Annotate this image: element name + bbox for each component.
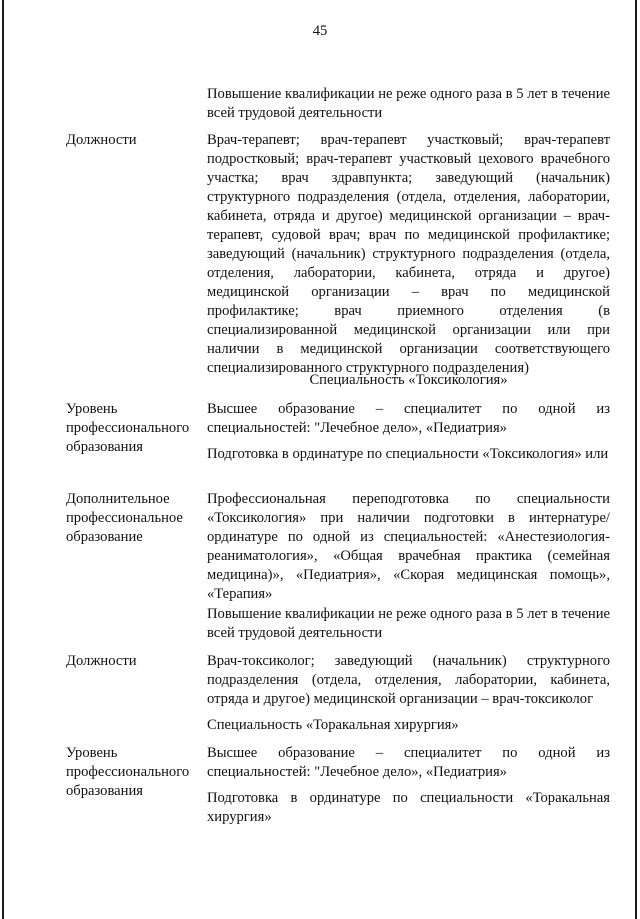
residency-text-thoracic: Подготовка в ординатуре по специальности «Торакальная хирургия» (207, 790, 610, 825)
specialty-heading-toxicology: Специальность «Токсикология» (309, 372, 508, 388)
positions-text-toxicology: Врач-токсиколог; заведующий (начальник) структурного подразделения (отдела, отделения, лаборатории, кабинета, отряда и другое) медицинской организации – врач-токсиколог (207, 653, 610, 707)
qualification-text: Повышение квалификации не реже одного раза в 5 лет в течение всей трудовой деятельности (207, 86, 610, 121)
education-level-label: Уровень профессионального образования (66, 401, 190, 455)
scan-border-right (635, 0, 637, 919)
page-number: 45 (312, 23, 328, 39)
scan-border-left (2, 0, 4, 919)
positions-label-toxicology: Должности (66, 653, 137, 669)
positions-label: Должности (66, 132, 137, 148)
higher-education-text-thoracic: Высшее образование – специалитет по одной из специальностей: "Лечебное дело», «Педиатрия» (207, 745, 610, 780)
positions-text: Врач-терапевт; врач-терапевт участковый; врач-терапевт подростковый; врач-терапевт участковый цехового врачебного участка; врач здравпункта; заведующий (начальник) структурного подразделения (отдела, отделения, лаборатории, кабинета, отряда и другое) медицинской организации – врач-терапевт, судовой врач; врач по медицинской профилактике; заведующий (начальник) структурного подразделения (отдела, отделения, лаборатории, кабинета, отряда и другое) медицинской организации – врач по медицинской профилактике; врач приемного отделения (в специализированной медицинской организации или при наличии в медицинской организации соответствующего специализированного структурного подразделения) (207, 132, 610, 376)
retraining-text: Профессиональная переподготовка по специальности «Токсикология» при наличии подготовки в интернатуре/ординатуре по одной из специальностей: «Анестезиология-реаниматология», «Общая врачебная практика (семейная медицина)», «Педиатрия», «Скорая медицинская помощь», «Терапия» (207, 491, 610, 602)
qualification-text-toxicology: Повышение квалификации не реже одного раза в 5 лет в течение всей трудовой деятельности (207, 606, 610, 641)
higher-education-text: Высшее образование – специалитет по одной из специальностей: "Лечебное дело», «Педиатрия» (207, 401, 610, 436)
additional-education-label: Дополнительное профессиональное образование (66, 491, 183, 545)
specialty-heading-thoracic: Специальность «Торакальная хирургия» (207, 717, 459, 733)
education-level-label-thoracic: Уровень профессионального образования (66, 745, 190, 799)
residency-text: Подготовка в ординатуре по специальности «Токсикология» или (207, 446, 609, 462)
